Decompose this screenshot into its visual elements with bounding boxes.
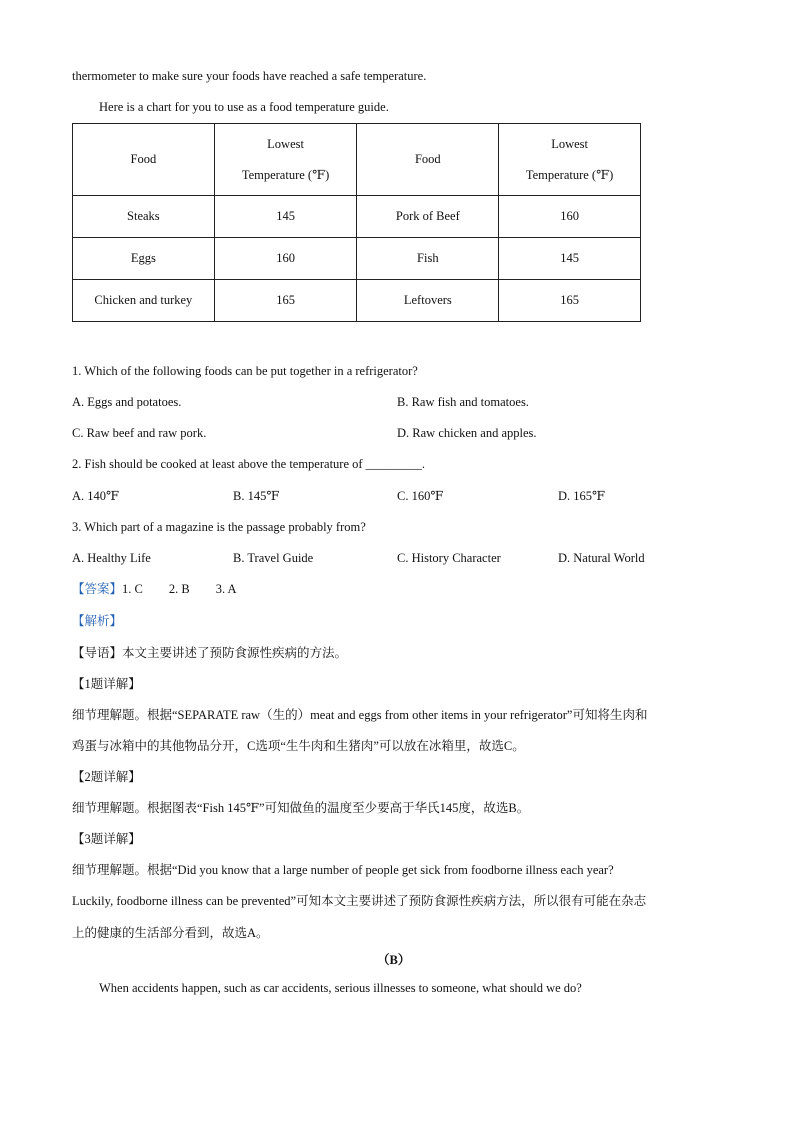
question-1-text: 1. Which of the following foods can be put together in a refrigerator? bbox=[72, 364, 418, 378]
question-3-option-b: B. Travel Guide bbox=[233, 551, 314, 565]
answer-2: 2. B bbox=[168, 582, 190, 596]
header-lowest-label-2: Lowest bbox=[551, 136, 588, 151]
table-cell: Steaks bbox=[73, 196, 215, 238]
question-3-text: 3. Which part of a magazine is the passage probably from? bbox=[72, 520, 366, 534]
header-food-2: Food bbox=[357, 124, 499, 196]
header-temperature-label-1: Temperature (℉) bbox=[241, 167, 330, 182]
table-cell: Pork of Beef bbox=[357, 196, 499, 238]
table-row bbox=[73, 238, 641, 280]
guide-line bbox=[72, 645, 347, 661]
header-food-1: Food bbox=[73, 124, 215, 196]
table-cell: 165 bbox=[214, 280, 357, 322]
question-1-option-c: C. Raw beef and raw pork. bbox=[72, 426, 207, 440]
section-b-line-1: When accidents happen, such as car accidents, serious illnesses to someone, what should we do? bbox=[99, 981, 582, 995]
q3-detail-line-1: 细节理解题。根据“Did you know that a large number of people get sick from foodborne illness each year? bbox=[72, 863, 614, 877]
q1-detail-line-1: 细节理解题。根据“SEPARATE raw（生的）meat and eggs from other items in your refrigerator”可知将生肉和 bbox=[72, 708, 648, 722]
table-cell: 160 bbox=[499, 196, 641, 238]
header-lowest-temp-1 bbox=[214, 124, 357, 196]
question-1-option-b: B. Raw fish and tomatoes. bbox=[397, 395, 529, 409]
q3-detail-label: 【3题详解】 bbox=[72, 832, 141, 846]
intro-line-1: thermometer to make sure your foods have reached a safe temperature. bbox=[72, 69, 427, 83]
food-temperature-table bbox=[72, 123, 641, 322]
table-row bbox=[73, 196, 641, 238]
table-row bbox=[73, 280, 641, 322]
q2-detail-line-1: 细节理解题。根据图表“Fish 145℉”可知做鱼的温度至少要高于华氏145度，故选B。 bbox=[72, 801, 530, 815]
question-2-text: 2. Fish should be cooked at least above the temperature of _________. bbox=[72, 457, 426, 471]
q3-detail-line-2: Luckily, foodborne illness can be prevented”可知本文主要讲述了预防食源性疾病方法，所以很有可能在杂志 bbox=[72, 894, 647, 908]
intro-line-2: Here is a chart for you to use as a food temperature guide. bbox=[99, 100, 389, 114]
guide-text: 本文主要讲述了预防食源性疾病的方法。 bbox=[122, 646, 348, 660]
table-cell: Eggs bbox=[73, 238, 215, 280]
question-1-option-a: A. Eggs and potatoes. bbox=[72, 395, 182, 409]
table-cell: 145 bbox=[499, 238, 641, 280]
question-2-option-d: D. 165℉ bbox=[558, 489, 606, 503]
guide-label: 【导语】 bbox=[72, 646, 123, 660]
answer-label: 【答案】 bbox=[72, 582, 123, 596]
table-cell: 160 bbox=[214, 238, 357, 280]
question-1-option-d: D. Raw chicken and apples. bbox=[397, 426, 537, 440]
table-cell: Chicken and turkey bbox=[73, 280, 215, 322]
section-b-heading: （B） bbox=[377, 953, 411, 967]
table-cell: Fish bbox=[357, 238, 499, 280]
table-cell: 145 bbox=[214, 196, 357, 238]
q3-detail-line-3: 上的健康的生活部分看到，故选A。 bbox=[72, 926, 269, 940]
q1-detail-label: 【1题详解】 bbox=[72, 677, 141, 691]
table-header-row bbox=[73, 124, 641, 196]
q2-detail-label: 【2题详解】 bbox=[72, 770, 141, 784]
answer-line bbox=[72, 581, 237, 597]
header-lowest-label-1: Lowest bbox=[267, 136, 304, 151]
question-3-option-d: D. Natural World bbox=[558, 551, 645, 565]
q1-detail-line-2: 鸡蛋与冰箱中的其他物品分开，C选项“生牛肉和生猪肉”可以放在冰箱里，故选C。 bbox=[72, 739, 525, 753]
question-2-option-a: A. 140℉ bbox=[72, 489, 120, 503]
header-lowest-temp-2 bbox=[499, 124, 641, 196]
question-3-option-c: C. History Character bbox=[397, 551, 501, 565]
analysis-label: 【解析】 bbox=[72, 614, 123, 628]
header-temperature-label-2: Temperature (℉) bbox=[525, 167, 614, 182]
table-cell: 165 bbox=[499, 280, 641, 322]
answer-3: 3. A bbox=[215, 582, 237, 596]
table-cell: Leftovers bbox=[357, 280, 499, 322]
question-3-option-a: A. Healthy Life bbox=[72, 551, 151, 565]
answer-1: 1. C bbox=[122, 582, 143, 596]
question-2-option-c: C. 160℉ bbox=[397, 489, 444, 503]
question-2-option-b: B. 145℉ bbox=[233, 489, 280, 503]
